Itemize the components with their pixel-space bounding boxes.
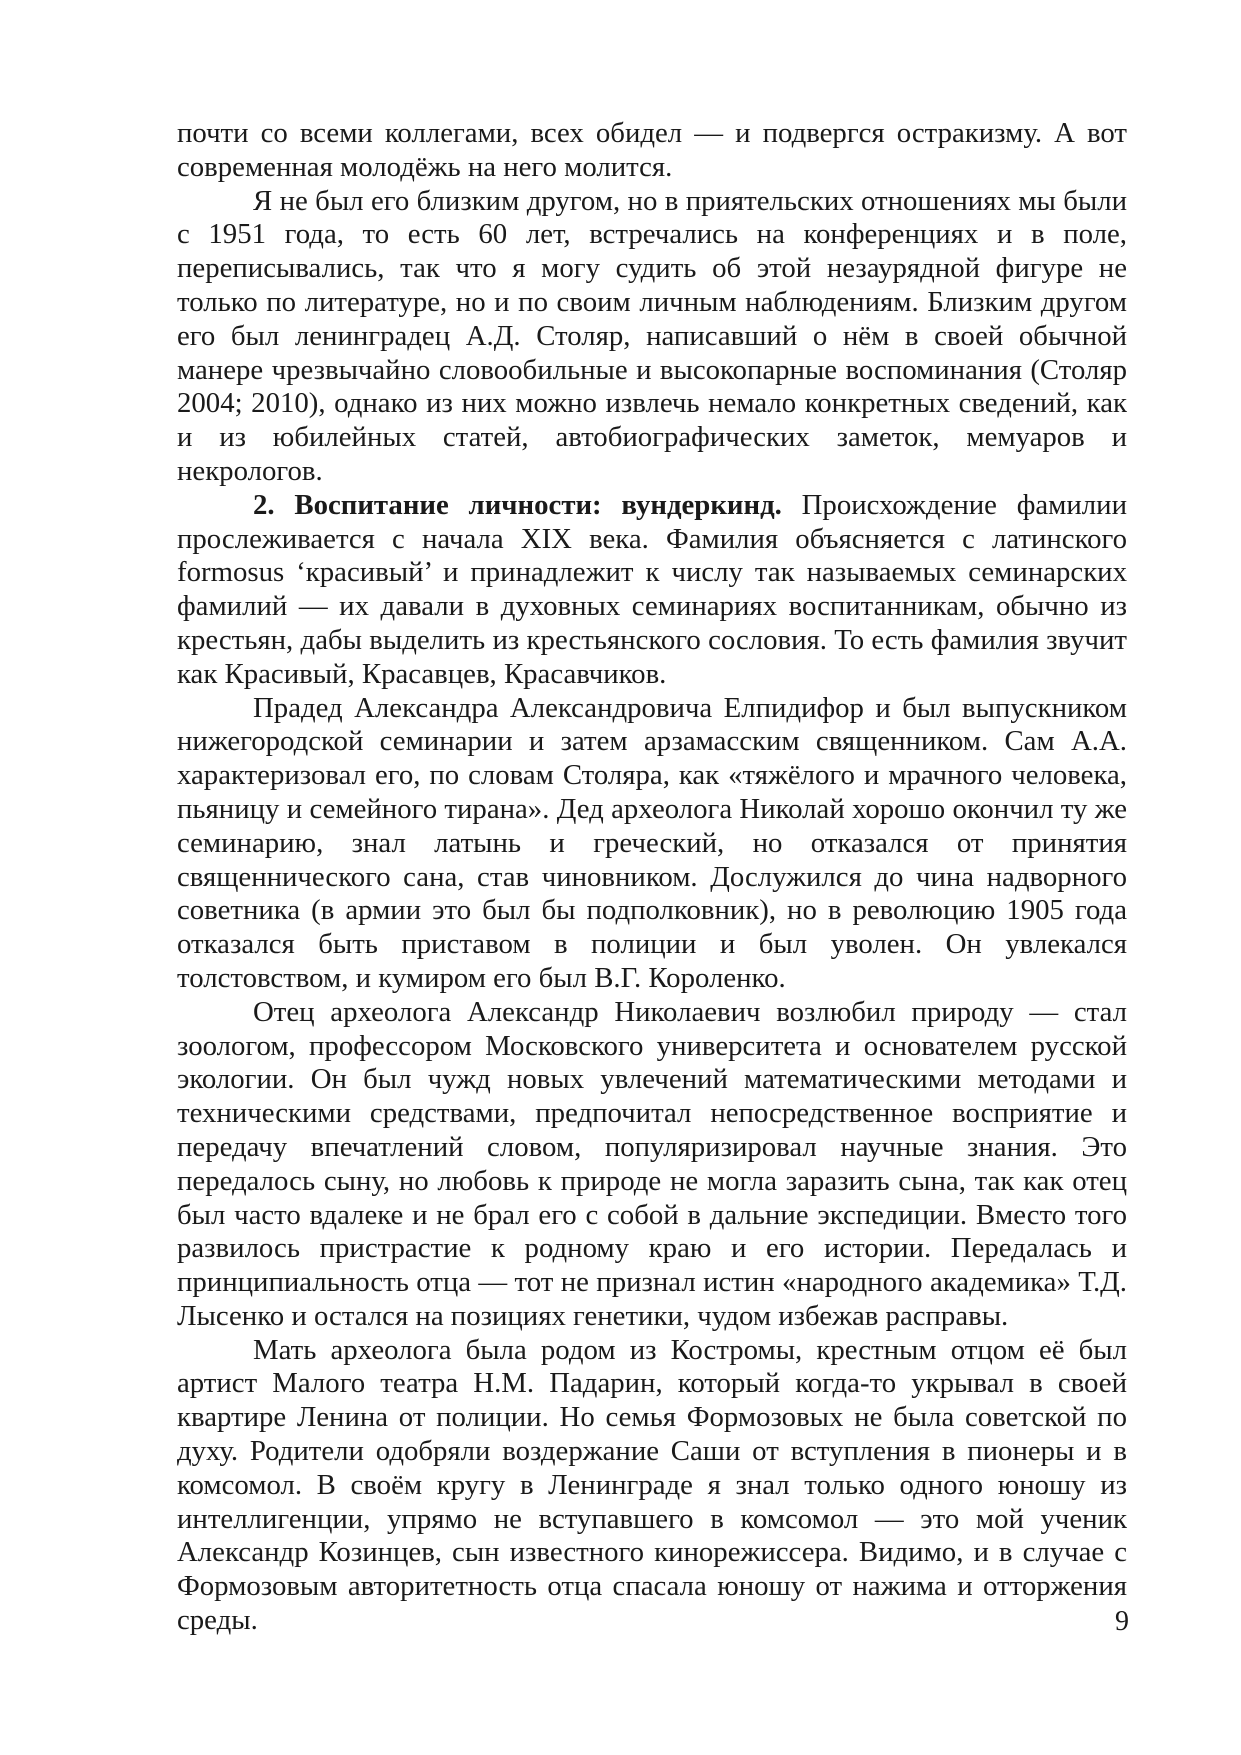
page-number: 9	[1115, 1606, 1129, 1637]
section-heading: 2. Воспитание личности: вундеркинд.	[253, 488, 782, 521]
paragraph-text: Мать археолога была родом из Костромы, крестным отцом её был артист Малого театра Н.М. Падарин, который когда-то укрывал в своей квартире Ленина от полиции. Но семья Формозовых не была советской по духу. Родители одобряли воздержание Саши от вступления в пионеры и в комсомол. В своём кругу в Ленинграде я знал только одного юношу из интеллигенции, упрямо не вступавшего в комсомол — это мой ученик Александр Козинцев, сын известного кинорежиссера. Видимо, и в случае с Формозовым авторитетность отца спасала юношу от нажима и отторжения среды.	[177, 1333, 1127, 1637]
paragraph-section-2	[177, 489, 1127, 692]
paragraph-text: почти со всеми коллегами, всех обидел — и подвергся остракизму. А вот современная молодёжь на него молится.	[177, 117, 1127, 183]
paragraph-text: Отец археолога Александр Николаевич возлюбил природу — стал зоологом, профессором Московского университета и основателем русской экологии. Он был чужд новых увлечений математическими методами и техническими средствами, предпочитал непосредственное восприятие и передачу впечатлений словом, популяризировал научные знания. Это передалось сыну, но любовь к природе не могла заразить сына, так как отец был часто вдалеке и не брал его с собой в дальние экспедиции. Вместо того развилось пристрастие к родному краю и его истории. Передалась и принципиальность отца — тот не признал истин «народного академика» Т.Д. Лысенко и остался на позициях генетики, чудом избежав расправы.	[177, 995, 1127, 1332]
paragraph-acquaintance	[177, 185, 1127, 489]
paragraph-text: Прадед Александра Александровича Елпидифор и был выпускником нижегородской семинарии и затем арзамасским священником. Сам А.А. характеризовал его, по словам Столяра, как «тяжёлого и мрачного человека, пьяницу и семейного тирана». Дед археолога Николай хорошо окончил ту же семинарию, знал латынь и греческий, но отказался от принятия священнического сана, став чиновником. Дослужился до чина надворного советника (в армии это был бы подполковник), но в революцию 1905 года отказался быть приставом в полиции и был уволен. Он увлекался толстовством, и кумиром его был В.Г. Короленко.	[177, 691, 1127, 994]
paragraph-father	[177, 996, 1127, 1334]
body-text	[177, 117, 1127, 1638]
paragraph-great-grandfather	[177, 692, 1127, 996]
paragraph-continuation	[177, 117, 1127, 185]
paragraph-text: Происхождение фамилии прослеживается с начала XIX века. Фамилия объясняется с латинского formosus ‘красивый’ и принадлежит к числу так называемых семинарских фамилий — их давали в духовных семинариях воспитанникам, обычно из крестьян, дабы выделить из крестьянского сословия. То есть фамилия звучит как Красивый, Красавцев, Красавчиков.	[177, 488, 1127, 690]
paragraph-mother	[177, 1334, 1127, 1638]
paragraph-text: Я не был его близким другом, но в приятельских отношениях мы были с 1951 года, то есть 60 лет, встречались на конференциях и в поле, переписывались, так что я могу судить об этой незаурядной фигуре не только по литературе, но и по своим личным наблюдениям. Близким другом его был ленинградец А.Д. Столяр, написавший о нём в своей обычной манере чрезвычайно словообильные и высокопарные воспоминания (Столяр 2004; 2010), однако из них можно извлечь немало конкретных сведений, как и из юбилейных статей, автобиографических заметок, мемуаров и некрологов.	[177, 184, 1127, 487]
